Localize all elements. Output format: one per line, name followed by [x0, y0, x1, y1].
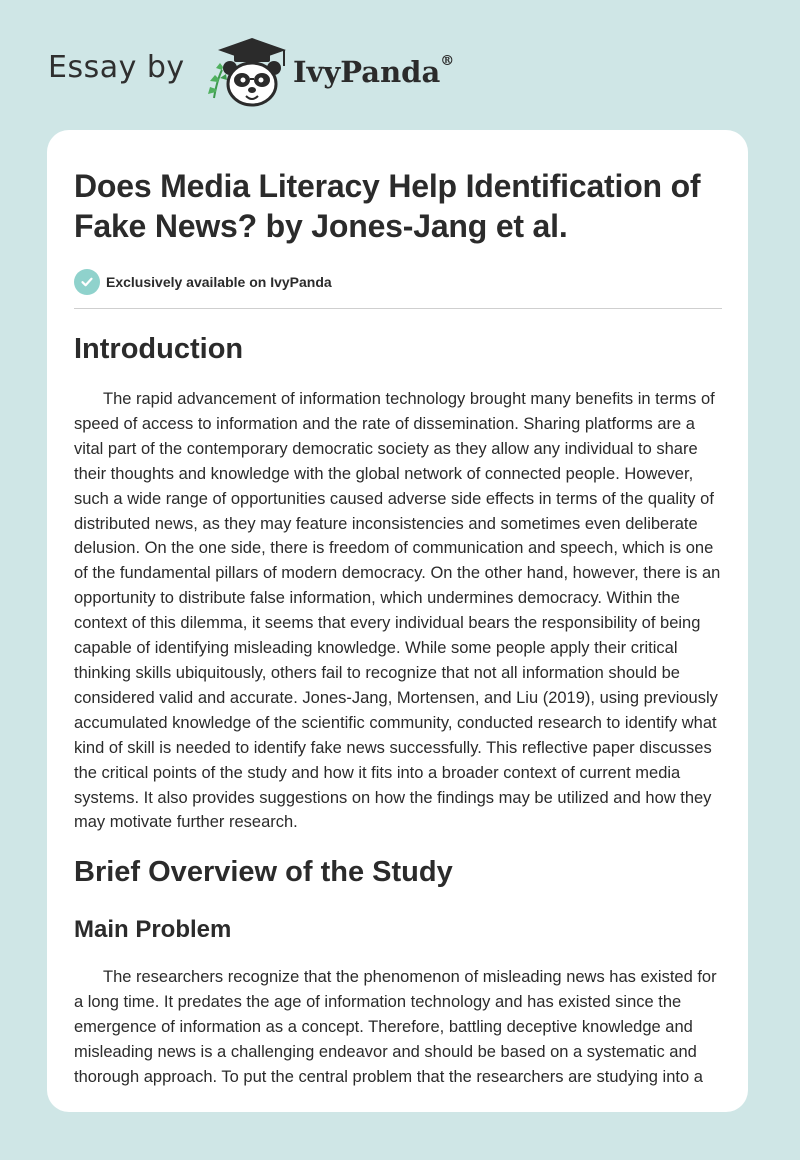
brand-text: IvyPanda	[293, 55, 441, 89]
subsection-heading-main-problem: Main Problem	[74, 916, 232, 944]
check-icon	[74, 269, 100, 295]
introduction-paragraph: The rapid advancement of information technology brought many benefits in terms of speed of access to information and the rate of dissemination. Sharing platforms are a vital part of the contemporary democratic society as they allow any individual to share their thoughts and knowledge with the global network of connected people. However, such a wide range of opportunities caused adverse side effects in terms of the quality of distributed news, as they may feature inconsistencies and sometimes even deliberate delusion. On the one side, there is freedom of communication and speech, which is one of the fundamental pillars of modern democracy. On the other hand, however, there is an opportunity to distribute false information, which undermines democracy. Within the context of this dilemma, it seems that every individual bears the responsibility of being capable of identifying misleading knowledge. While some people apply their critical thinking skills ubiquitously, others fail to recognize that not all information should be considered valid and accurate. Jones-Jang, Mortensen, and Liu (2019), using previously accumulated knowledge of the scientific community, conducted research to identify what kind of skill is needed to identify fake news successfully. This reflective paper discusses the critical points of the study and how it fits into a broader context of current media systems. It also provides suggestions on how the findings may be utilized and how they may motivate further research.	[74, 390, 721, 832]
divider	[74, 308, 722, 309]
exclusive-badge	[74, 269, 722, 295]
page-title: Does Media Literacy Help Identification of Fake News? by Jones-Jang et al.	[74, 168, 701, 244]
exclusive-badge-text: Exclusively available on IvyPanda	[106, 274, 332, 290]
section-heading-overview: Brief Overview of the Study	[74, 856, 453, 889]
main-problem-paragraph: The researchers recognize that the phenomenon of misleading news has existed for a long time. It predates the age of information technology and has existed since the emergence of information as a concept. Therefore, battling deceptive knowledge and misleading news is a challenging endeavor and should be based on a systematic and thorough approach. To put the central problem that the researchers are studying into a	[74, 968, 717, 1086]
essay-by-label: Essay by	[48, 50, 185, 85]
brand-name[interactable]	[293, 55, 454, 89]
essay-card	[47, 130, 748, 1112]
registered-mark: ®	[440, 53, 455, 69]
section-heading-introduction: Introduction	[74, 333, 244, 365]
panda-logo-icon[interactable]	[200, 36, 292, 108]
site-header	[0, 0, 800, 125]
